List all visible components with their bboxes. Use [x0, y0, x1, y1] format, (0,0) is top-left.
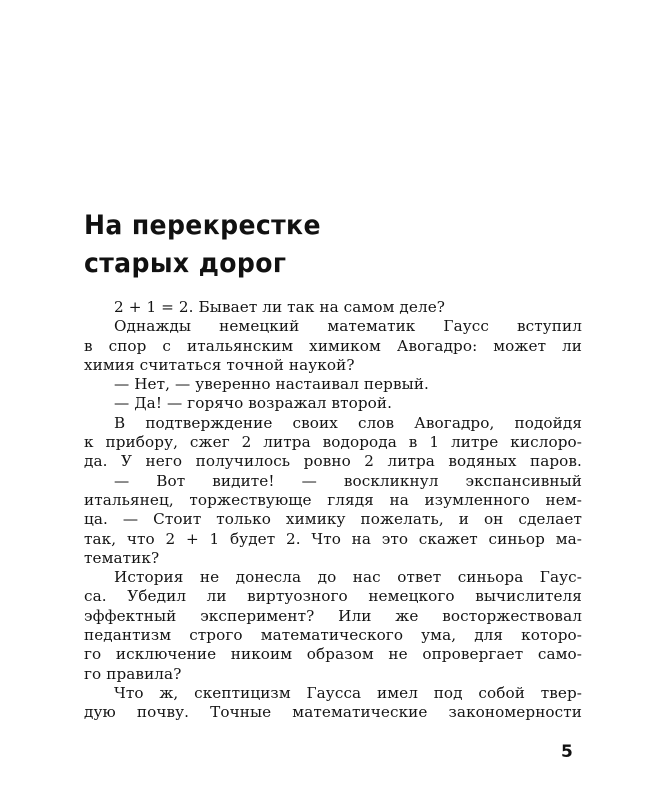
text-line: ца. — Стоит только химику пожелать, и он сделает — [84, 510, 582, 529]
text-line: История не донесла до нас ответ синьора Гаус- — [114, 568, 582, 587]
text-line: са. Убедил ли виртуозного немецкого вычислителя — [84, 587, 582, 606]
text-line: 2 + 1 = 2. Бывает ли так на самом деле? — [114, 298, 446, 316]
text-line: — Да! — горячо возражал второй. — [114, 394, 393, 413]
text-line: да. У него получилось ровно 2 литра водяных паров. — [84, 452, 582, 471]
chapter-title-line-1: На перекрестке — [84, 210, 321, 241]
text-line: Что ж, скептицизм Гаусса имел под собой твер- — [114, 683, 582, 702]
text-line: го исключение никоим образом не опровергает само- — [84, 645, 582, 664]
text-line: педантизм строго математического ума, для которо- — [84, 626, 582, 645]
text-line: — Нет, — уверенно настаивал первый. — [114, 375, 429, 394]
text-line: тематик? — [84, 548, 160, 567]
text-line: го правила? — [84, 664, 182, 683]
chapter-title-line-2: старых дорог — [84, 248, 287, 279]
body-text — [84, 298, 582, 723]
page-number: 5 — [561, 742, 573, 762]
text-line: Однажды немецкий математик Гаусс вступил — [114, 317, 582, 336]
text-line: в спор с итальянским химиком Авогадро: может ли — [84, 336, 582, 355]
text-line: химия считаться точной наукой? — [84, 355, 355, 374]
text-line: дую почву. Точные математические закономерности — [84, 703, 582, 722]
text-line: итальянец, торжествующе глядя на изумленного нем- — [84, 490, 582, 509]
chapter-title — [84, 207, 321, 283]
text-line: — Вот видите! — воскликнул экспансивный — [114, 471, 582, 490]
text-line: к прибору, сжег 2 литра водорода в 1 литре кислоро- — [84, 433, 582, 452]
text-line: эффектный эксперимент? Или же восторжествовал — [84, 606, 582, 625]
text-line: В подтверждение своих слов Авогадро, подойдя — [114, 413, 582, 432]
text-line: так, что 2 + 1 будет 2. Что на это скажет синьор ма- — [84, 529, 582, 548]
